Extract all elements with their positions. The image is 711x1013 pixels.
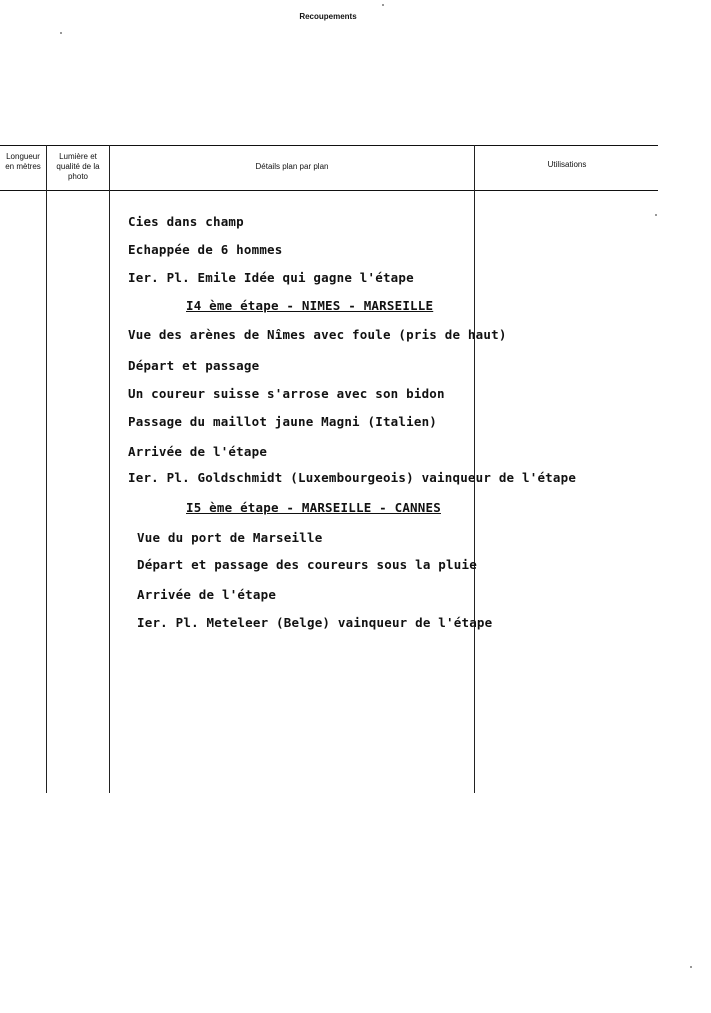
list-item: Ier. Pl. Emile Idée qui gagne l'étape xyxy=(128,270,414,285)
list-item: Passage du maillot jaune Magni (Italien) xyxy=(128,414,438,429)
list-item: Echappée de 6 hommes xyxy=(128,242,283,257)
stage-heading: I5 ème étape - MARSEILLE - CANNES xyxy=(186,500,441,515)
page-title: Recoupements xyxy=(299,12,357,21)
column-header-uses: Utilisations xyxy=(547,160,587,169)
table-header-rule xyxy=(0,190,658,191)
column-divider-2 xyxy=(109,145,110,793)
scan-speck xyxy=(382,4,384,6)
column-header-length: Longueur en mètres xyxy=(5,152,41,171)
column-divider-1 xyxy=(46,145,47,793)
list-item: Arrivée de l'étape xyxy=(128,444,268,459)
list-item: Arrivée de l'étape xyxy=(137,587,277,602)
scan-speck xyxy=(690,966,692,968)
scan-speck xyxy=(60,32,62,34)
list-item: Ier. Pl. Meteleer (Belge) vainqueur de l'étape xyxy=(137,615,493,630)
list-item: Départ et passage des coureurs sous la pluie xyxy=(137,557,477,572)
column-divider-3 xyxy=(474,145,475,793)
column-header-light-quality: Lumière et qualité de la photo xyxy=(56,152,100,181)
table-top-rule xyxy=(0,145,658,146)
stage-heading: I4 ème étape - NIMES - MARSEILLE xyxy=(186,298,434,313)
scan-speck xyxy=(655,214,657,216)
list-item: Vue du port de Marseille xyxy=(137,530,323,545)
list-item: Un coureur suisse s'arrose avec son bidon xyxy=(128,386,445,401)
list-item: Cies dans champ xyxy=(128,214,244,229)
list-item: Vue des arènes de Nîmes avec foule (pris de haut) xyxy=(128,327,507,342)
list-item: Départ et passage xyxy=(128,358,260,373)
list-item: Ier. Pl. Goldschmidt (Luxembourgeois) vainqueur de l'étape xyxy=(128,470,577,485)
column-header-shot-details: Détails plan par plan xyxy=(255,162,329,171)
